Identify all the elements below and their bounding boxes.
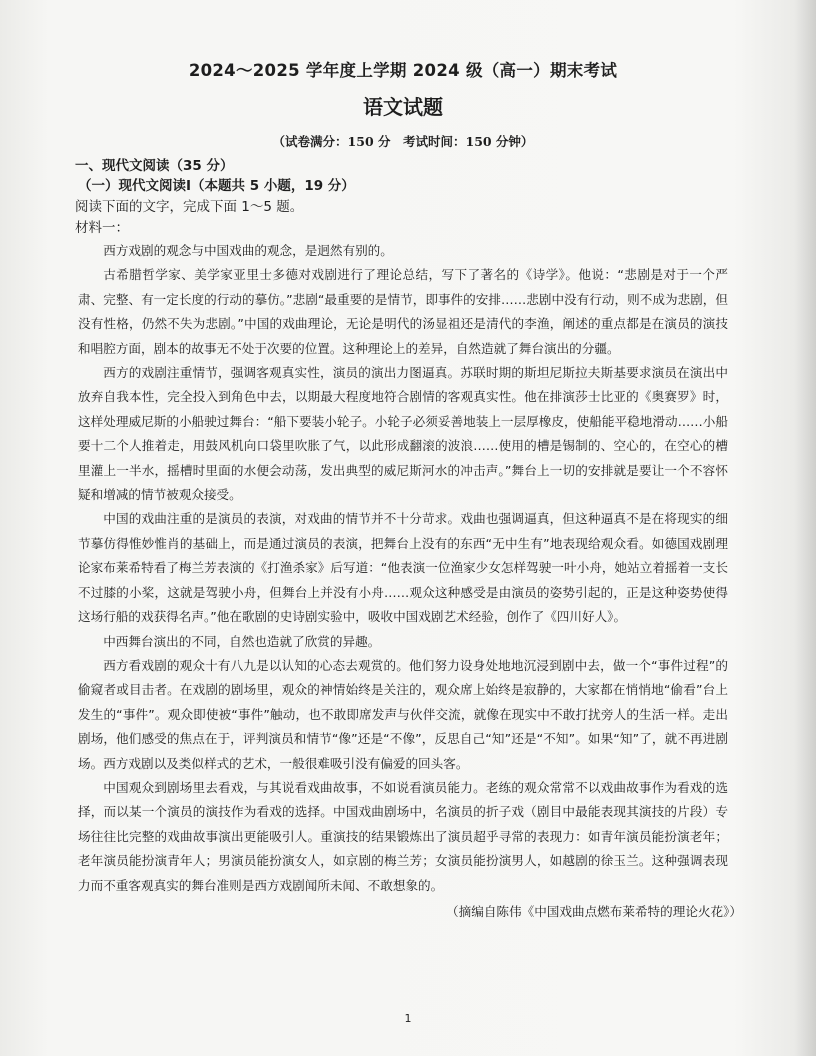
page-number: 1	[404, 1012, 412, 1025]
paragraph: 西方戏剧的观念与中国戏曲的观念，是迥然有别的。	[103, 243, 393, 258]
page-edge-shadow	[794, 0, 816, 1056]
paragraph: 古希腊哲学家、美学家亚里士多德对戏剧进行了理论总结，写下了著名的《诗学》。他说：“悲剧是对于一个严肃、完整、有一定长度的行动的摹仿。”悲剧“最重要的是情节，即事件的安排……悲剧中没有行动，则不成为悲剧，但没有性格，仍然不失为悲剧。”中国的戏曲理论，无论是明代的汤显祖还是清代的李渔，阐述的重点都是在演员的演技和唱腔方面，剧本的故事无不处于次要的位置。这种理论上的差异，自然造就了舞台演出的分疆。	[78, 267, 728, 356]
paragraph: 西方看戏剧的观众十有八九是以认知的心态去观赏的。他们努力设身处地地沉浸到剧中去，做一个“事件过程”的偷窥者或目击者。在戏剧的剧场里，观众的神情始终是关注的，观众席上始终是寂静的，大家都在悄悄地“偷看”台上发生的“事件”。观众即使被“事件”触动，也不敢即席发声与伙伴交流，就像在现实中不敢打扰旁人的生活一样。走出剧场，他们感受的焦点在于，评判演员和情节“像”还是“不像”，反思自己“知”还是“不知”。如果“知”了，就不再进剧场。西方戏剧以及类似样式的艺术，一般很难吸引没有偏爱的回头客。	[78, 657, 728, 771]
subject-title: 语文试题	[363, 95, 443, 119]
source-citation: （摘编自陈伟《中国戏曲点燃布莱希特的理论火花》）	[446, 903, 742, 919]
exam-title: 2024～2025 学年度上学期 2024 级（高一）期末考试	[188, 61, 618, 80]
document-body	[75, 58, 742, 924]
subsection-title: （一）现代文阅读Ⅰ（本题共 5 小题，19 分）	[78, 178, 355, 194]
paragraph: 中西舞台演出的不同，自然也造就了欣赏的异趣。	[103, 633, 381, 649]
paragraph: 中国的戏曲注重的是演员的表演，对戏曲的情节并不十分苛求。戏曲也强调逼真，但这种逼真不是在将现实的细节摹仿得惟妙惟肖的基础上，而是通过演员的表演，把舞台上没有的东西“无中生有”地表现给观众看。如德国戏剧理论家布莱希特看了梅兰芳表演的《打渔杀家》后写道：“他表演一位渔家少女怎样驾驶一叶小舟，她站立着摇着一支长不过膝的小桨，这就是驾驶小舟，但舞台上并没有小舟……观众这种感受是由演员的姿势引起的，正是这种姿势使得这场行船的戏获得名声。”他在歌剧的史诗剧实验中，吸收中国戏剧艺术经验，创作了《四川好人》。	[78, 511, 728, 625]
paragraph: 西方的戏剧注重情节，强调客观真实性，演员的演出力图逼真。苏联时期的斯坦尼斯拉夫斯基要求演员在演出中放弃自我本性，完全投入到角色中去，以期最大程度地符合剧情的客观真实性。他在排演莎士比亚的《奥赛罗》时，这样处理威尼斯的小船驶过舞台：“船下要装小轮子。小轮子必须妥善地装上一层厚橡皮，使船能平稳地滑动……小船要十二个人推着走，用鼓风机向口袋里吹胀了气，以此形成翻滚的波浪……使用的槽是锡制的、空心的，在空心的槽里灌上一半水，摇槽时里面的水便会动荡，发出典型的威尼斯河水的冲击声。”舞台上一切的安排就是要让一个不容怀疑和增减的情节被观众接受。	[78, 365, 728, 503]
exam-meta: （试卷满分：150 分 考试时间：150 分钟）	[272, 134, 534, 149]
paragraph: 中国观众到剧场里去看戏，与其说看戏曲故事，不如说看演员能力。老练的观众常常不以戏曲故事作为看戏的选择，而以某一个演员的演技作为看戏的选择。中国戏曲剧场中，名演员的折子戏（剧目中最能表现其演技的片段）专场往往比完整的戏曲故事演出更能吸引人。重演技的结果锻炼出了演员超乎寻常的表现力：如青年演员能扮演老年；老年演员能扮演青年人；男演员能扮演女人，如京剧的梅兰芳；女演员能扮演男人，如越剧的徐玉兰。这种强调表现力而不重客观真实的舞台准则是西方戏剧闻所未闻、不敢想象的。	[78, 779, 728, 893]
material-label: 材料一：	[75, 220, 129, 236]
section-title: 一、现代文阅读（35 分）	[75, 158, 234, 174]
reading-instruction: 阅读下面的文字，完成下面 1～5 题。	[75, 199, 304, 215]
